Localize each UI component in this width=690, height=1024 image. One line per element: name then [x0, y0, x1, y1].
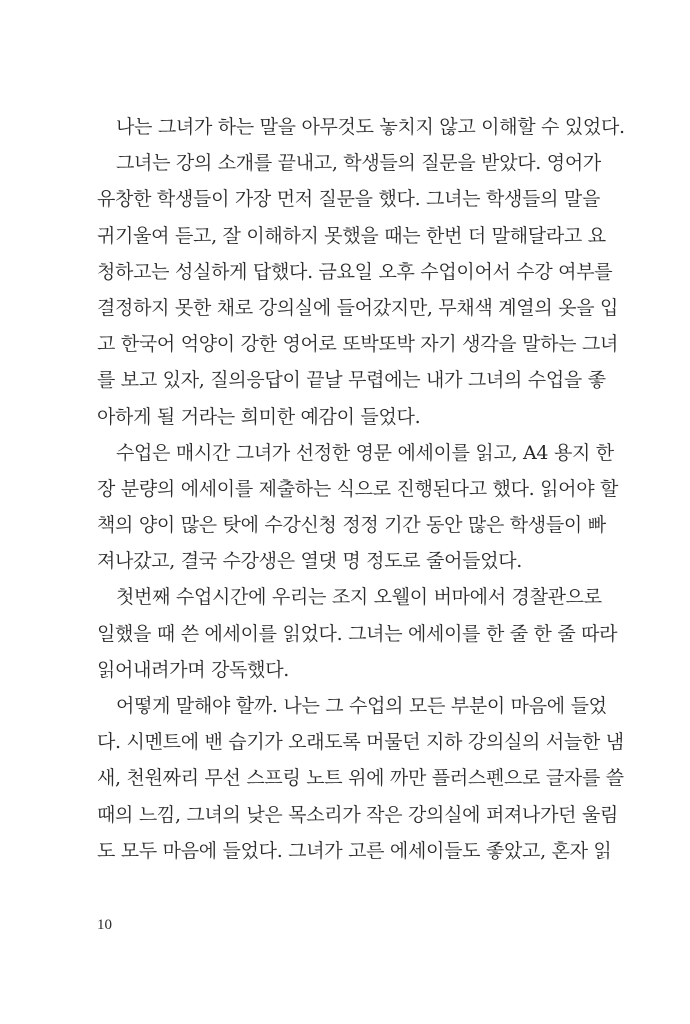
- text-line: 수업은 매시간 그녀가 선정한 영문 에세이를 읽고, A4 용지 한: [116, 441, 614, 464]
- text-line: 첫번째 수업시간에 우리는 조지 오웰이 버마에서 경찰관으로: [116, 586, 602, 609]
- text-line: 를 보고 있자, 질의응답이 끝날 무렵에는 내가 그녀의 수업을 좋: [97, 369, 606, 392]
- text-line: 새, 천원짜리 무선 스프링 노트 위에 까만 플러스펜으로 글자를 쓸: [97, 767, 624, 790]
- text-line: 결정하지 못한 채로 강의실에 들어갔지만, 무채색 계열의 옷을 입: [97, 296, 619, 319]
- body-text: [97, 109, 625, 869]
- text-line: 져나갔고, 결국 수강생은 열댓 명 정도로 줄어들었다.: [97, 550, 523, 573]
- text-line: 장 분량의 에세이를 제출하는 식으로 진행된다고 했다. 읽어야 할: [97, 477, 619, 500]
- text-line: 책의 양이 많은 탓에 수강신청 정정 기간 동안 많은 학생들이 빠: [97, 514, 606, 537]
- text-line: 청하고는 성실하게 답했다. 금요일 오후 수업이어서 수강 여부를: [97, 260, 613, 283]
- text-line: 고 한국어 억양이 강한 영어로 또박또박 자기 생각을 말하는 그녀: [97, 333, 619, 356]
- text-line: 아하게 될 거라는 희미한 예감이 들었다.: [97, 405, 421, 428]
- text-line: 도 모두 마음에 들었다. 그녀가 고른 에세이들도 좋았고, 혼자 읽: [97, 839, 612, 862]
- text-line: 어떻게 말해야 할까. 나는 그 수업의 모든 부분이 마음에 들었: [116, 695, 607, 717]
- page-number: 10: [97, 917, 112, 933]
- text-line: 다. 시멘트에 밴 습기가 오래도록 머물던 지하 강의실의 서늘한 냄: [97, 731, 624, 754]
- text-line: 때의 느낌, 그녀의 낮은 목소리가 작은 강의실에 퍼져나가던 울림: [97, 803, 619, 826]
- text-line: 그녀는 강의 소개를 끝내고, 학생들의 질문을 받았다. 영어가: [116, 152, 601, 175]
- text-line: 귀기울여 듣고, 잘 이해하지 못했을 때는 한번 더 말해달라고 요: [97, 224, 606, 247]
- text-line: 읽어내려가며 강독했다.: [97, 658, 290, 681]
- text-line: 유창한 학생들이 가장 먼저 질문을 했다. 그녀는 학생들의 말을: [97, 188, 601, 211]
- text-line: 일했을 때 쓴 에세이를 읽었다. 그녀는 에세이를 한 줄 한 줄 따라: [97, 622, 618, 645]
- text-line: 나는 그녀가 하는 말을 아무것도 놓치지 않고 이해할 수 있었다.: [116, 116, 625, 138]
